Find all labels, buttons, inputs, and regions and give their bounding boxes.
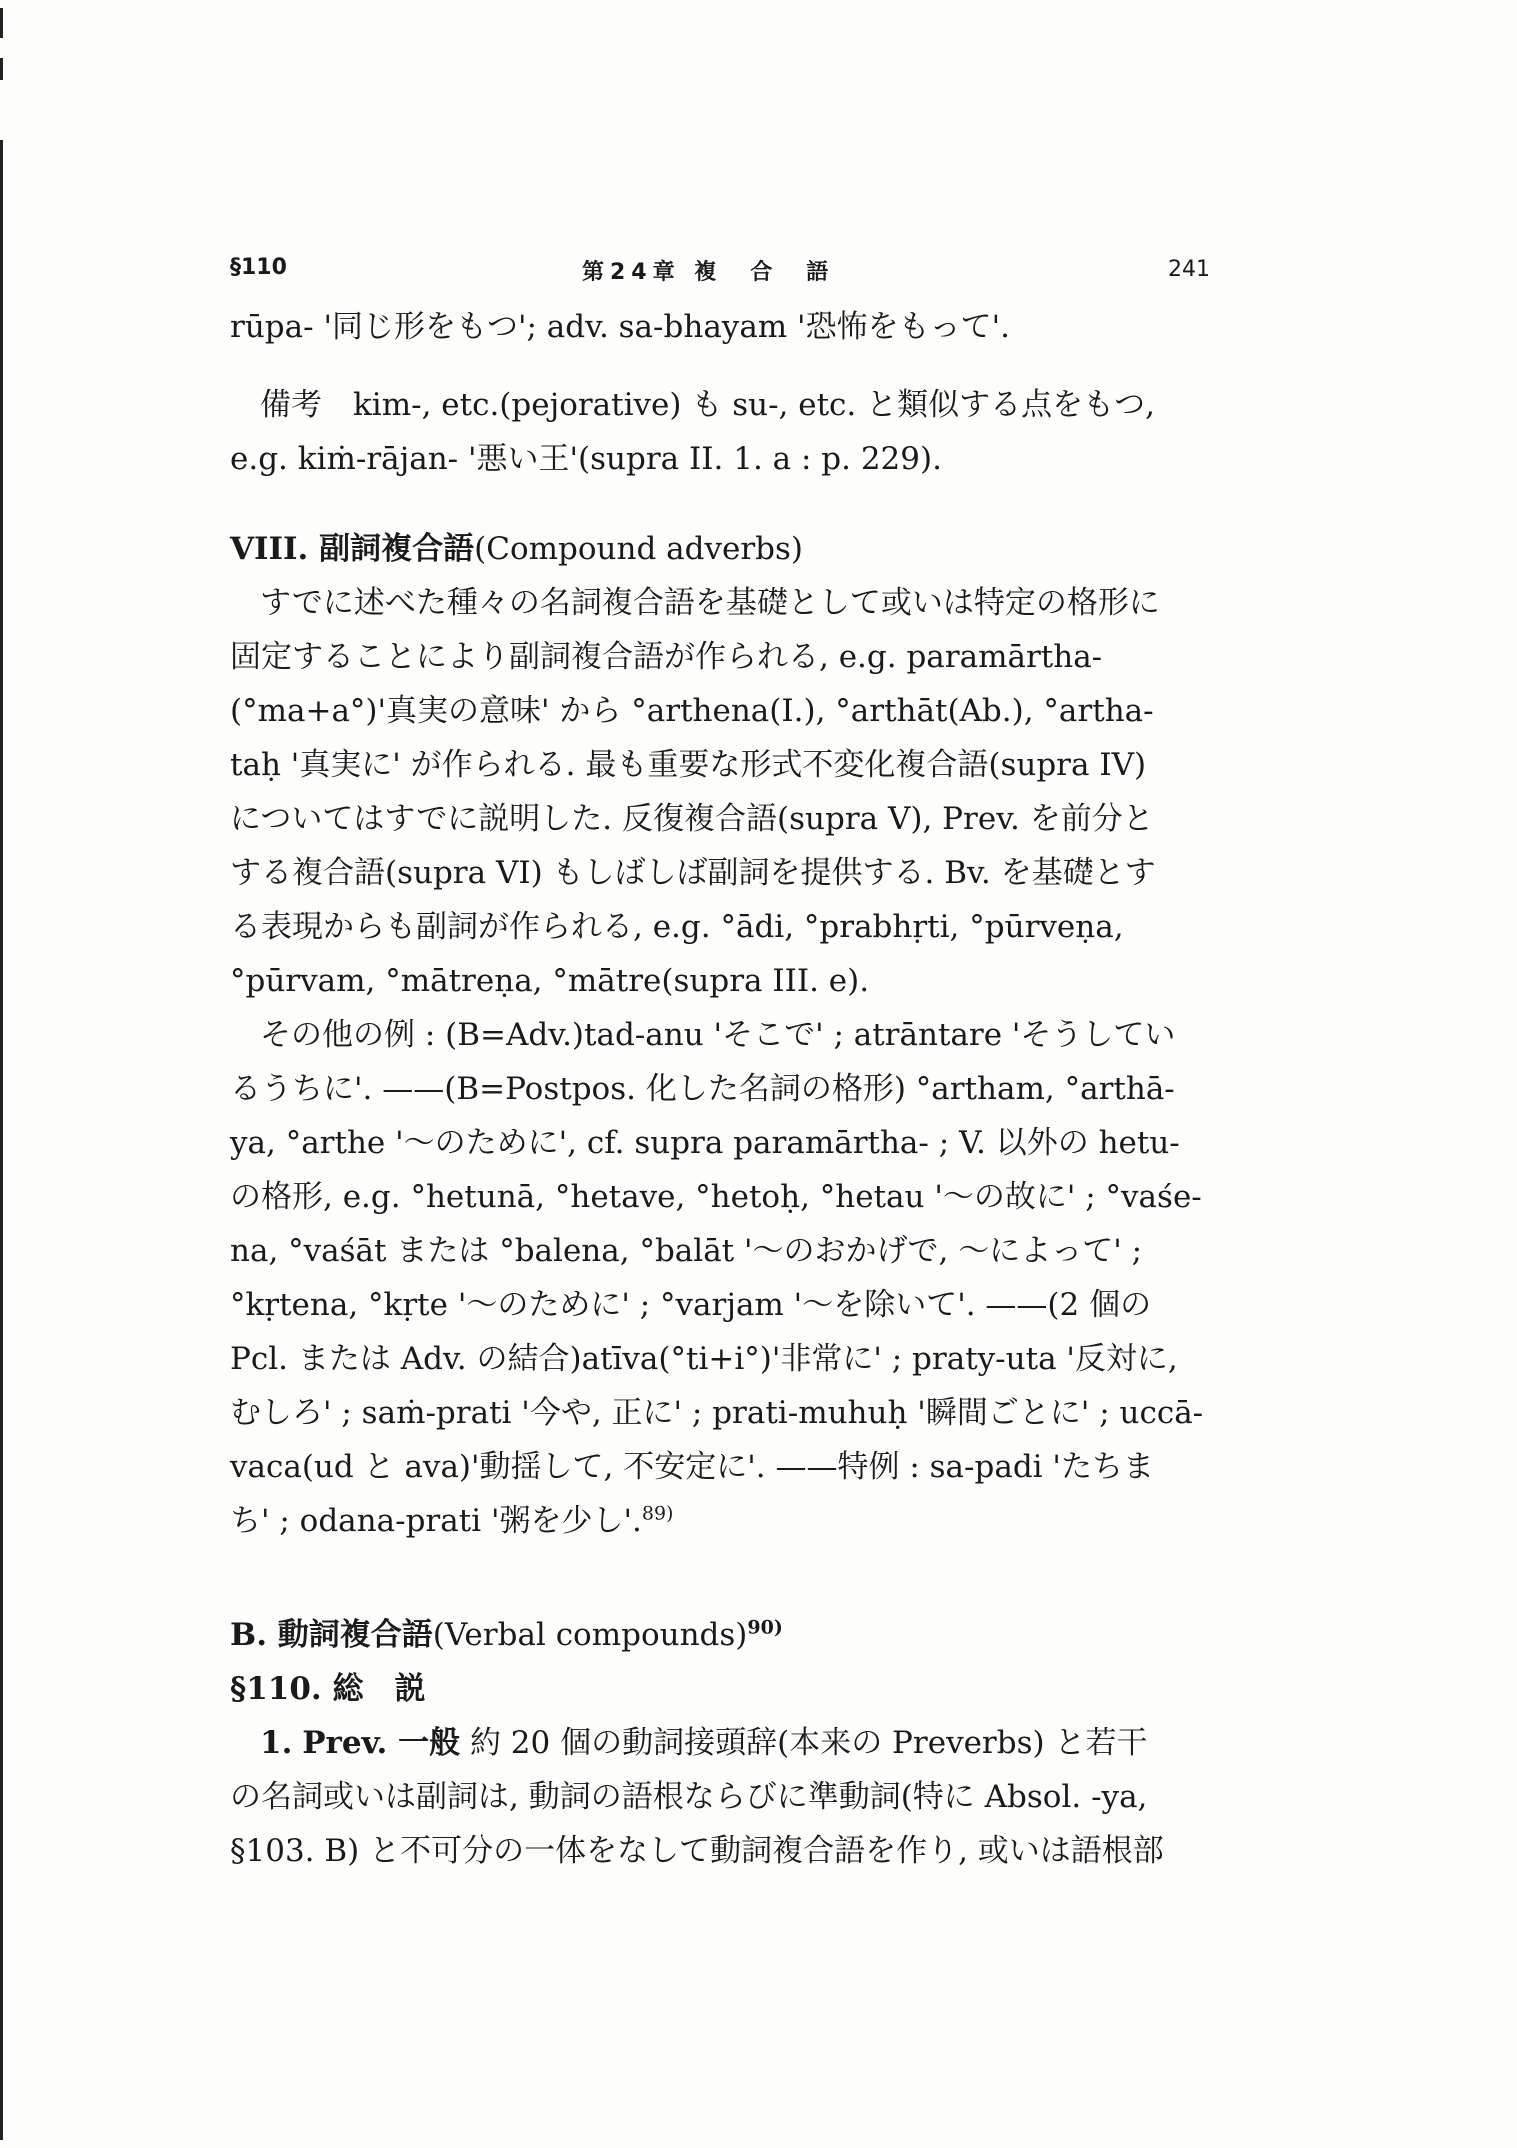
heading-title: 動詞複合語 — [277, 1617, 433, 1653]
text-line: むしろ' ; saṁ-prati '今や, 正に' ; prati-muhuḥ '瞬間ごとに' ; uccā- — [230, 1395, 1204, 1431]
heading-title: 副詞複合語 — [319, 531, 475, 567]
header-section: §110 — [230, 255, 287, 280]
remark-line: 備考 kim-, etc.(pejorative) も su-, etc. と類似する点をもつ, — [260, 387, 1155, 423]
para-number: 1. — [260, 1725, 293, 1761]
footnote-ref: 90) — [747, 1616, 783, 1639]
scan-edge-long — [0, 140, 3, 2140]
text-line: (°ma+a°)'真実の意味' から °arthena(I.), °arthāt(Ab.), °artha- — [230, 693, 1154, 729]
text-line: その他の例 : (B=Adv.)tad-anu 'そこで' ; atrāntare 'そうしてい — [260, 1017, 1176, 1053]
para-title: Prev. 一般 — [302, 1725, 461, 1761]
text-line: Pcl. または Adv. の結合)atīva(°ti+i°)'非常に' ; praty-uta '反対に, — [230, 1341, 1178, 1377]
text-line: vaca(ud と ava)'動揺して, 不安定に'. ——特例 : sa-padi 'たちま — [230, 1449, 1154, 1485]
text-line — [230, 1716, 1210, 1770]
text-line — [230, 1494, 1210, 1548]
text-line: についてはすでに説明した. 反復複合語(supra V), Prev. を前分と — [230, 801, 1154, 837]
heading-number: VIII. — [230, 531, 309, 567]
text-line: の名詞或いは副詞は, 動詞の語根ならびに準動詞(特に Absol. -ya, — [230, 1779, 1148, 1815]
text-line: na, °vaśāt または °balena, °balāt '～のおかげで, ～によって' ; — [230, 1233, 1143, 1269]
text-line: する複合語(supra VI) もしばしば副詞を提供する. Bv. を基礎とす — [230, 855, 1156, 891]
section-heading-b — [230, 1608, 1210, 1662]
text-line: すでに述べた種々の名詞複合語を基礎として或いは特定の格形に — [260, 585, 1160, 621]
scan-edge-mid — [0, 58, 3, 80]
text-line: る表現からも副詞が作られる, e.g. °ādi, °prabhṛti, °pūrveṇa, — [230, 909, 1124, 945]
chapter-title: 第24章 複 合 語 — [582, 260, 835, 285]
text-span: ち' ; odana-prati '粥を少し'. — [230, 1503, 642, 1539]
text-line: るうちに'. ——(B=Postpos. 化した名詞の格形) °artham, °arthā- — [230, 1071, 1175, 1107]
text-line: 固定することにより副詞複合語が作られる, e.g. paramārtha- — [230, 639, 1103, 675]
heading-number: B. — [230, 1617, 267, 1653]
text-line: rūpa- '同じ形をもつ'; adv. sa-bhayam '恐怖をもって'. — [230, 309, 1010, 345]
heading-english: (Compound adverbs) — [474, 531, 804, 567]
footnote-ref: 89) — [641, 1502, 674, 1525]
para-text: 約 20 個の動詞接頭辞(本来の Preverbs) と若干 — [469, 1725, 1148, 1761]
page-body — [230, 300, 1210, 1878]
text-line: ya, °arthe '～のために', cf. supra paramārtha- ; V. 以外の hetu- — [230, 1125, 1180, 1161]
section-heading-viii — [230, 522, 1210, 576]
scan-edge-top — [0, 8, 3, 38]
running-header — [230, 255, 1210, 295]
remark-line: e.g. kiṁ-rājan- '悪い王'(supra II. 1. a : p. 229). — [230, 441, 942, 477]
text-line: °kṛtena, °kṛte '～のために' ; °varjam '～を除いて'. ——(2 個の — [230, 1287, 1152, 1323]
text-line: °pūrvam, °mātreṇa, °mātre(supra III. e). — [230, 963, 870, 999]
section-heading-110: §110. 総 説 — [230, 1671, 426, 1707]
text-line: taḥ '真実に' が作られる. 最も重要な形式不変化複合語(supra IV) — [230, 747, 1147, 783]
text-line: の格形, e.g. °hetunā, °hetave, °hetoḥ, °hetau '～の故に' ; °vaśe- — [230, 1179, 1202, 1215]
page-number: 241 — [1168, 257, 1210, 282]
text-line: §103. B) と不可分の一体をなして動詞複合語を作り, 或いは語根部 — [230, 1833, 1164, 1869]
heading-english: (Verbal compounds) — [432, 1617, 748, 1653]
